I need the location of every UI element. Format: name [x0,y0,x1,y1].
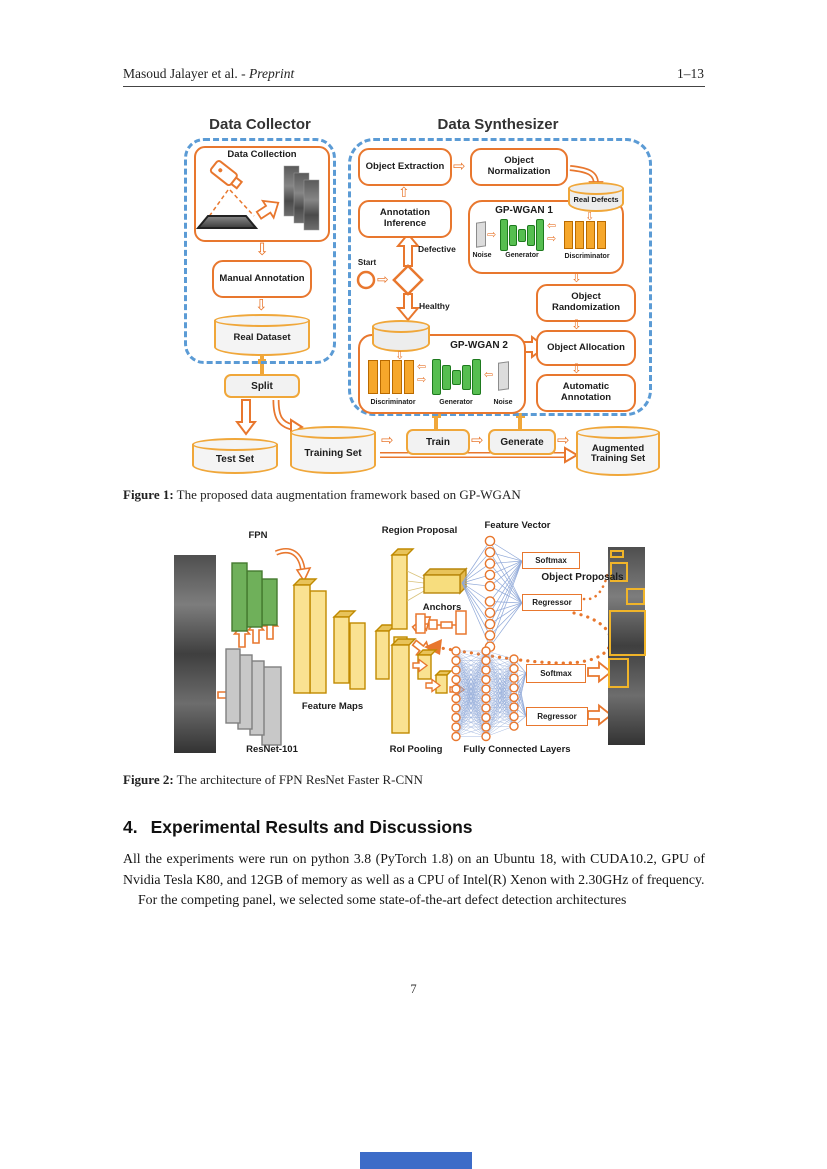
fig1-cyl-test-set [192,438,278,474]
arrow-right-icon [471,433,484,448]
fig1-object-randomization-label: Object Randomization [551,291,621,313]
fig1-cyl-training-set [290,426,376,474]
fig1-box-object-randomization [536,284,636,322]
arrow-left-icon [484,369,493,380]
gan2-generator-stack [432,358,481,396]
page-number: 7 [410,982,417,996]
section-heading [123,817,473,838]
arrow-right-icon [453,159,466,174]
arrow-right-icon [487,229,496,240]
gan1-discriminator-stack [564,220,606,250]
fig1-training-set-label: Training Set [304,447,362,459]
arrow-right-icon [377,273,389,287]
fig2-region-proposal-label: Region Proposal [381,525,458,536]
figure-1-caption-text: The proposed data augmentation framework based on GP-WGAN [173,487,521,502]
fig1-box-object-allocation [536,330,636,366]
fig1-cyl-real-defects [568,182,624,212]
resnet-plates [226,649,281,745]
neural-network-graphics [452,536,526,740]
fig2-fpn-label: FPN [248,530,268,541]
fig1-test-set-label: Test Set [215,453,255,465]
body-text [123,849,705,911]
fig1-object-normalization-label: Object Normalization [487,155,551,177]
gan1-discriminator-label: Discriminator [564,253,610,260]
data-collection-scene [196,160,328,240]
fig2-object-proposals-label: Object Proposals [541,572,624,583]
fig1-cyl-real-samples [372,320,430,352]
fig2-regressor-top-box [522,594,582,611]
fig2-softmax-top-box [522,552,580,569]
arrow-down-icon [255,242,269,259]
arrow-right-icon [417,374,426,385]
fig1-automatic-annotation-label: Automatic Annotation [560,381,612,403]
inspection-surface [198,216,256,228]
figure-2 [170,521,660,763]
fig2-regressor-bottom-label: Regressor [537,712,577,721]
fig1-gp-wgan-2-label: GP-WGAN 2 [450,340,508,351]
fig2-regressor-top-label: Regressor [532,598,572,607]
fig1-box-manual-annotation [212,260,312,298]
fig1-object-allocation-label: Object Allocation [547,341,625,353]
roi-pooling-plate [392,639,451,733]
region-proposal-plate [392,549,413,629]
rp-fan-lines [407,571,424,601]
gan2-noise-label: Noise [493,399,513,406]
header-author [123,66,294,82]
anchor-shapes [416,611,466,634]
arrow-up-icon [398,186,410,200]
header-venue: Preprint [248,66,295,81]
figure-2-art [170,521,660,763]
fig2-resnet-label: ResNet-101 [246,744,298,755]
camera-icon [210,160,244,191]
fig2-softmax-bottom-box [526,664,586,683]
arrow-down-icon [255,298,268,313]
gan2-discriminator-stack [368,358,414,396]
fig2-anchors-label: Anchors [422,602,462,613]
gan1-noise-slab [476,221,486,247]
fig1-start-label: Start [357,258,377,267]
gan1-generator-label: Generator [505,252,539,259]
fig2-softmax-bottom-label: Softmax [540,669,572,678]
fig1-box-split [224,374,300,398]
gan1-noise-label: Noise [472,252,492,259]
fig2-feature-maps-label: Feature Maps [301,701,364,712]
arrow-right-icon [381,433,394,448]
fig1-defective-label: Defective [418,244,456,254]
fig2-fully-connected-label: Fully Connected Layers [463,744,571,755]
arrow-right-icon [588,706,611,725]
captured-images [284,166,319,230]
arrow-left-icon [417,361,426,372]
figure-2-caption-label: Figure 2: [123,772,174,787]
gan1-generator-stack [500,218,544,252]
fig1-object-extraction-label: Object Extraction [365,160,445,172]
fig1-cyl-real-dataset [214,314,310,356]
fig1-collector-title: Data Collector [209,116,311,133]
paragraph-1: All the experiments were run on python 3.8 (PyTorch 1.8) on an Ubuntu 18, with CUDA10.2, GPU of Nvidia Tesla K80, and 12GB of memory as well as a CPU of Intel(R) Xenon with 2.30GHz of frequency. [123,851,705,887]
header-pages: 1–13 [677,66,704,81]
header-author-text: Masoud Jalayer et al. - [123,66,246,81]
figure-2-caption-text: The architecture of FPN ResNet Faster R-CNN [173,772,423,787]
next-page-artifact [360,1152,472,1169]
arrow-right-icon [557,433,570,448]
fig1-synthesizer-title: Data Synthesizer [437,116,559,133]
fig1-split-label: Split [251,380,273,392]
fig1-box-object-extraction [358,148,452,186]
fig1-box-annotation-inference [358,200,452,238]
fpn-plates [232,563,277,631]
gan2-noise-slab [498,361,509,391]
fig1-healthy-label: Healthy [419,301,450,311]
fig2-feature-vector-label: Feature Vector [484,520,551,531]
fig1-data-collection-label: Data Collection [227,149,297,160]
fig1-annotation-inference-label: Annotation Inference [379,207,431,229]
figure-2-caption [123,772,705,788]
feature-map-plates [294,579,407,693]
fig1-real-dataset-label: Real Dataset [233,331,291,343]
gan2-generator-label: Generator [439,399,473,406]
arrow-right-icon [588,663,611,682]
fig2-softmax-top-label: Softmax [535,556,567,565]
figure-1-caption-label: Figure 1: [123,487,174,502]
fig1-cyl-augmented-training-set [576,426,660,476]
fig2-roi-pooling-label: RoI Pooling [389,744,443,755]
arrow-left-icon [547,220,556,231]
fig1-augmented-training-set-label: Augmented Training Set [590,442,646,464]
fig2-regressor-bottom-box [526,707,588,726]
fig1-box-object-normalization [470,148,568,186]
arrow-down-icon [585,211,594,222]
figure-1 [168,112,668,478]
header-rule [123,86,705,87]
figure-1-caption [123,487,705,503]
paragraph-2: For the competing panel, we selected some state-of-the-art defect detection architectures [138,892,627,907]
fig1-manual-annotation-label: Manual Annotation [219,272,305,284]
fig1-train-label: Train [426,436,450,448]
anchor-feature-box [424,569,466,593]
arrow-right-icon [254,194,284,223]
section-title: Experimental Results and Discussions [150,817,473,837]
fig1-generate-label: Generate [500,436,544,448]
fig1-gp-wgan-1-label: GP-WGAN 1 [495,205,553,216]
fig1-box-train [406,429,470,455]
fig1-box-automatic-annotation [536,374,636,412]
input-image-strip [174,555,216,753]
arrow-right-icon [547,233,556,244]
fig1-real-defects-label: Real Defects [573,194,619,204]
section-number: 4. [123,817,138,837]
gan2-discriminator-label: Discriminator [370,399,416,406]
fig1-box-generate [488,429,556,455]
